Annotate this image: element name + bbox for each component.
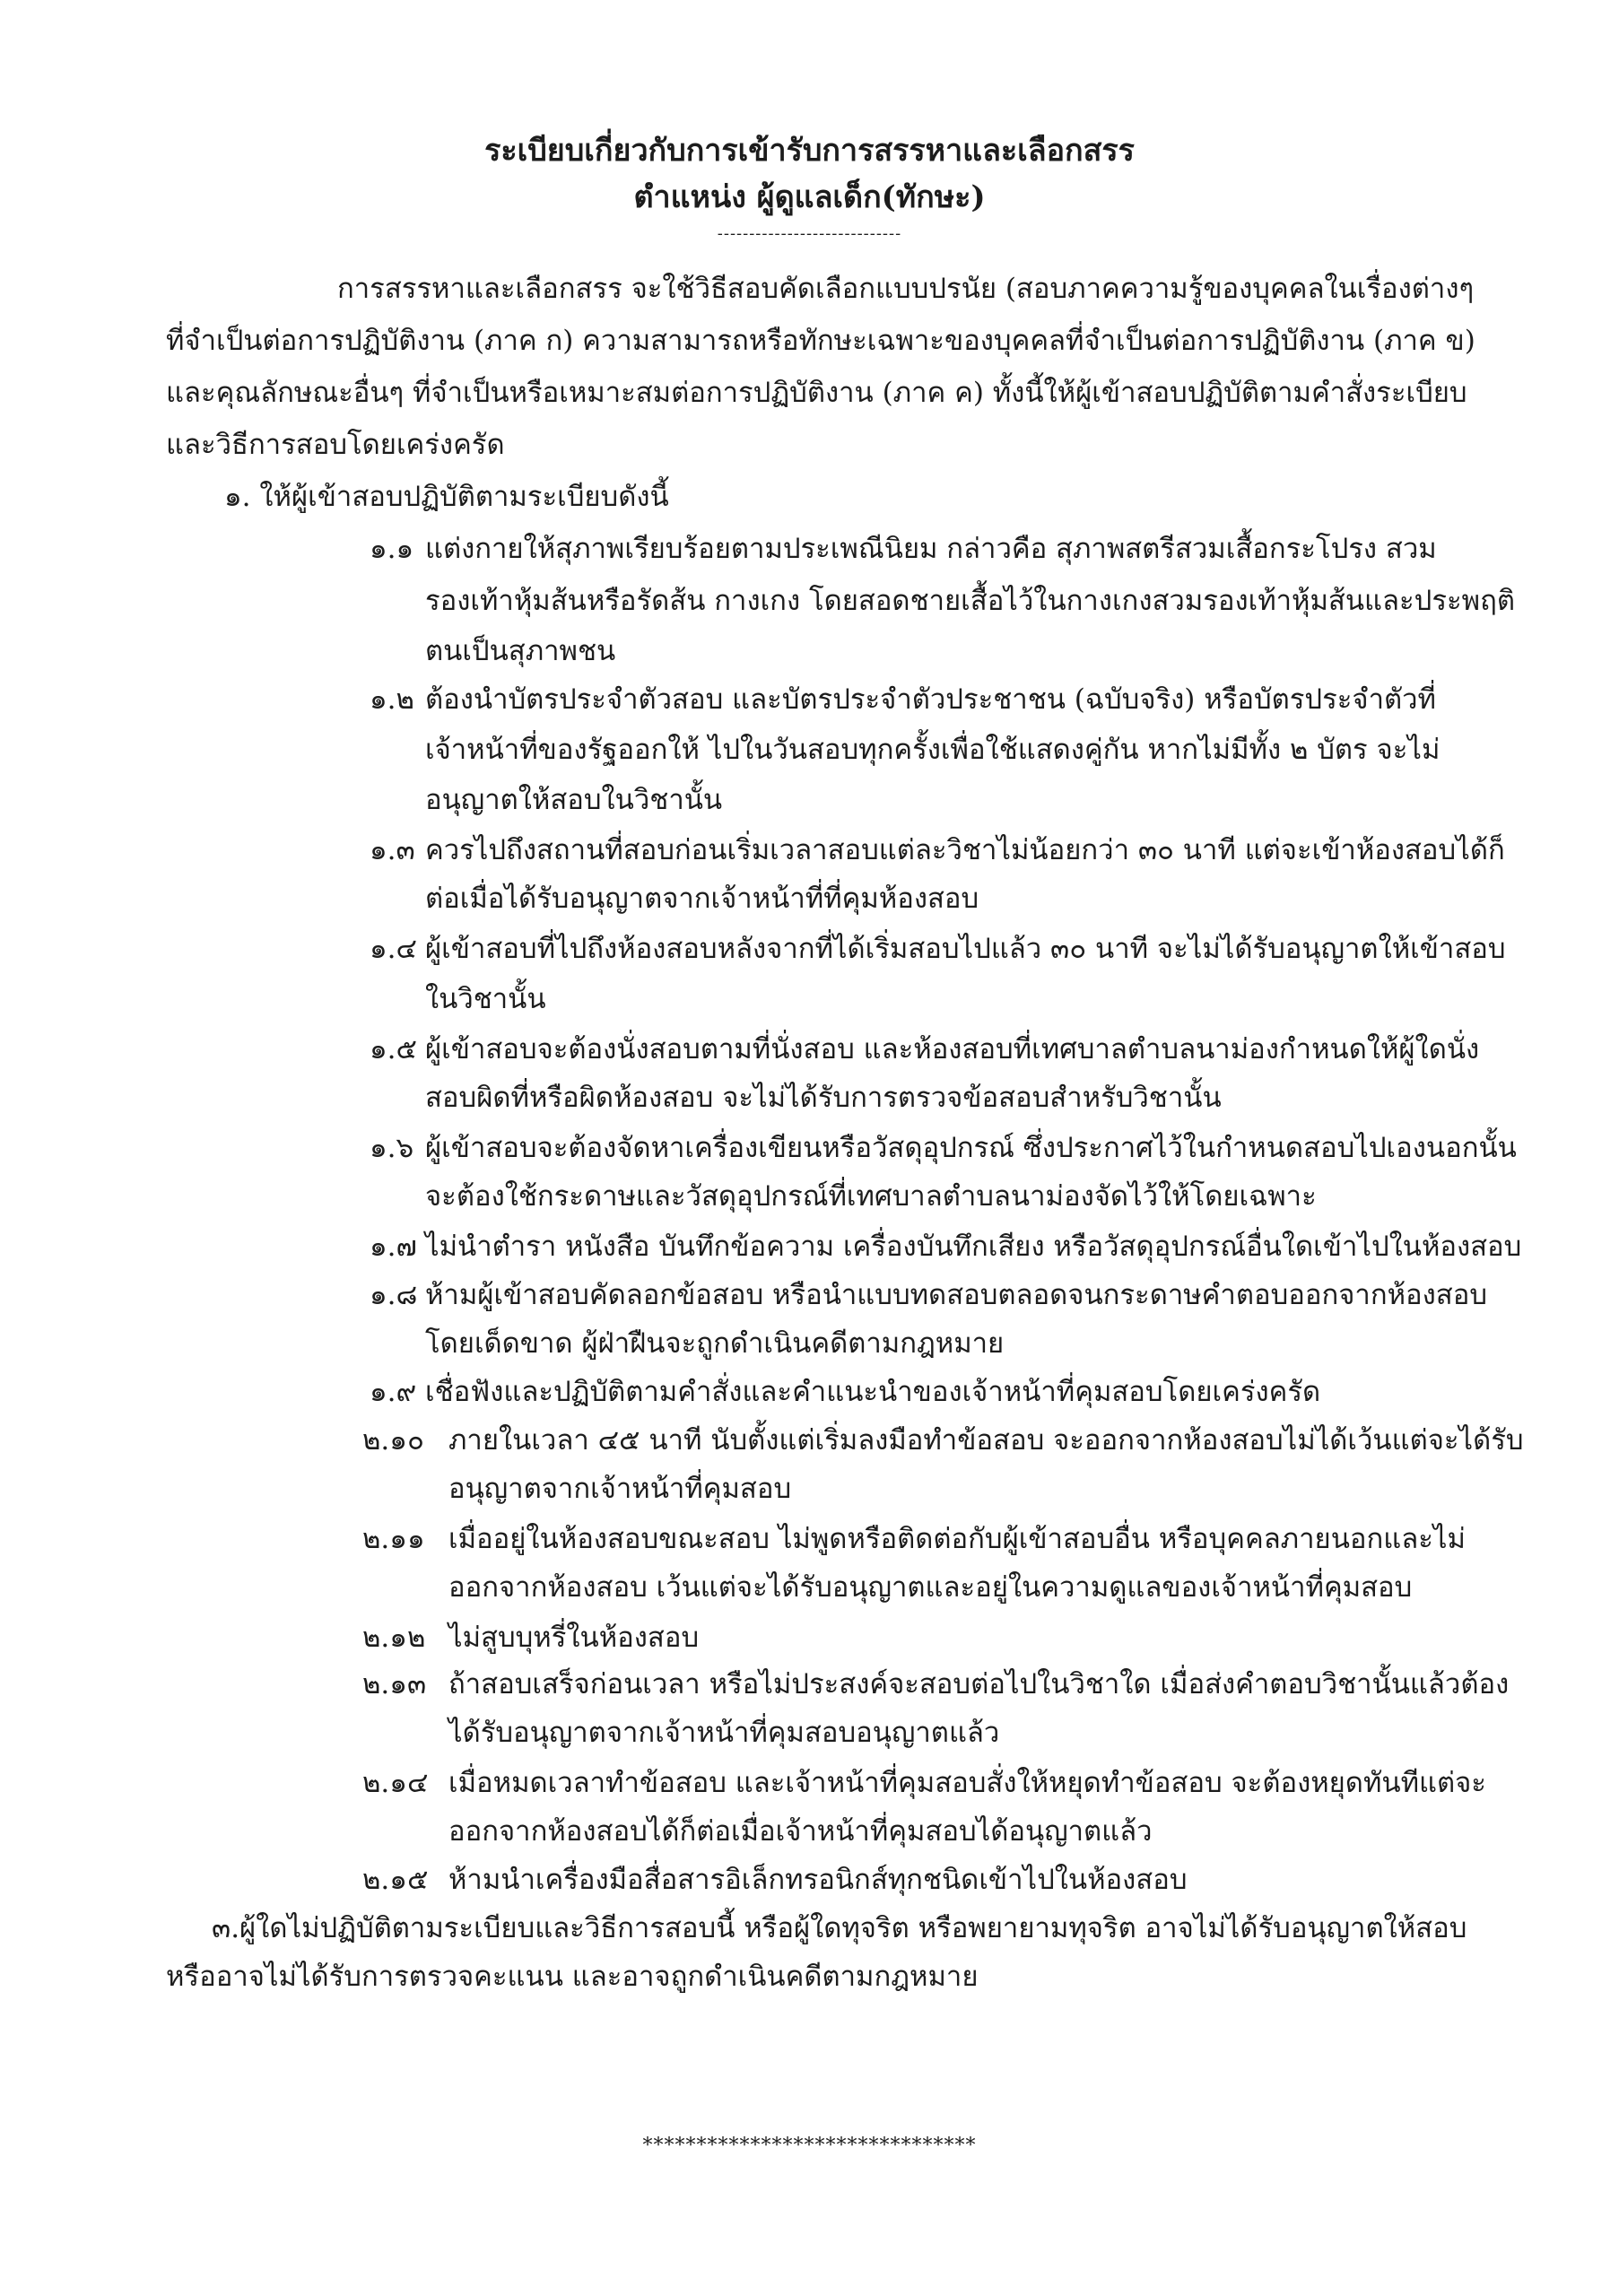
rule-text: แต่งกายให้สุภาพเรียบร้อยตามประเพณีนิยม กล่าวคือ สุภาพสตรีสวมเสื้อกระโปรง สวม (425, 533, 1437, 565)
intro-line: และคุณลักษณะอื่นๆ ที่จำเป็นหรือเหมาะสมต่อการปฏิบัติงาน (ภาค ค) ทั้งนี้ให้ผู้เข้าสอบปฏิบัติตามคำสั่งระเบียบ (166, 377, 1467, 409)
rule-text: ผู้เข้าสอบจะต้องจัดหาเครื่องเขียนหรือวัสดุอุปกรณ์ ซึ่งประกาศไว้ในกำหนดสอบไปเองนอกนั้น (425, 1132, 1517, 1164)
rule-text: เมื่อหมดเวลาทำข้อสอบ และเจ้าหน้าที่คุมสอบสั่งให้หยุดทำข้อสอบ จะต้องหยุดทันทีแต่จะ (448, 1767, 1486, 1799)
rule-text: ถ้าสอบเสร็จก่อนเวลา หรือไม่ประสงค์จะสอบต่อไปในวิชาใด เมื่อส่งคำตอบวิชานั้นแล้วต้อง (448, 1668, 1510, 1700)
rule-text: ควรไปถึงสถานที่สอบก่อนเริ่มเวลาสอบแต่ละวิชาไม่น้อยกว่า ๓๐ นาที แต่จะเข้าห้องสอบได้ก็ (425, 834, 1505, 866)
rule-text: อนุญาตให้สอบในวิชานั้น (425, 784, 723, 816)
rule-text: ภายในเวลา ๔๕ นาที นับตั้งแต่เริ่มลงมือทำข้อสอบ จะออกจากห้องสอบไม่ได้เว้นแต่จะได้รับ (448, 1424, 1524, 1457)
rule-text: ไม่นำตำรา หนังสือ บันทึกข้อความ เครื่องบันทึกเสียง หรือวัสดุอุปกรณ์อื่นใดเข้าไปในห้องสอบ (425, 1231, 1522, 1263)
section-3-line: หรืออาจไม่ได้รับการตรวจคะแนน และอาจถูกดำเนินคดีตามกฎหมาย (166, 1961, 979, 1993)
rule-text: ผู้เข้าสอบจะต้องนั่งสอบตามที่นั่งสอบ และห้องสอบที่เทศบาลตำบลนาม่องกำหนดให้ผู้ใดนั่ง (425, 1033, 1480, 1065)
rule-number: ๑.๔ (370, 933, 417, 965)
rule-text: โดยเด็ดขาด ผู้ฝ่าฝืนจะถูกดำเนินคดีตามกฎหมาย (425, 1327, 1005, 1360)
rule-text: ตนเป็นสุภาพชน (425, 635, 616, 667)
rule-number: ๒.๑๐ (362, 1424, 424, 1457)
rule-text: ต้องนำบัตรประจำตัวสอบ และบัตรประจำตัวประชาชน (ฉบับจริง) หรือบัตรประจำตัวที่ (425, 683, 1436, 716)
intro-line: การสรรหาและเลือกสรร จะใช้วิธีสอบคัดเลือกแบบปรนัย (สอบภาคความรู้ของบุคคลในเรื่องต่างๆ (337, 273, 1475, 305)
rule-text: สอบผิดที่หรือผิดห้องสอบ จะไม่ได้รับการตรวจข้อสอบสำหรับวิชานั้น (425, 1082, 1222, 1114)
rule-text: ห้ามผู้เข้าสอบคัดลอกข้อสอบ หรือนำแบบทดสอบตลอดจนกระดาษคำตอบออกจากห้องสอบ (425, 1279, 1488, 1311)
rule-number: ๑.๒ (370, 683, 414, 716)
rule-text: ออกจากห้องสอบ เว้นแต่จะได้รับอนุญาตและอยู่ในความดูแลของเจ้าหน้าที่คุมสอบ (448, 1571, 1413, 1604)
rule-text: ในวิชานั้น (425, 983, 546, 1015)
rule-number: ๑.๖ (370, 1132, 414, 1164)
top-divider: ----------------------------- (717, 224, 902, 243)
rule-number: ๒.๑๑ (362, 1523, 425, 1555)
rule-text: เชื่อฟังและปฏิบัติตามคำสั่งและคำแนะนำของเจ้าหน้าที่คุมสอบโดยเคร่งครัด (425, 1376, 1321, 1408)
rule-text: ไม่สูบบุหรี่ในห้องสอบ (448, 1622, 700, 1654)
rule-number: ๑.๙ (370, 1376, 417, 1408)
rule-number: ๒.๑๔ (362, 1767, 429, 1799)
rule-text: ต่อเมื่อได้รับอนุญาตจากเจ้าหน้าที่ที่คุมห้องสอบ (425, 883, 979, 915)
rule-number: ๑.๗ (370, 1231, 417, 1263)
rule-number: ๒.๑๒ (362, 1622, 426, 1654)
rule-text: อนุญาตจากเจ้าหน้าที่คุมสอบ (448, 1473, 792, 1505)
position-title: ตำแหน่ง ผู้ดูแลเด็ก(ทักษะ) (633, 179, 986, 215)
intro-line: และวิธีการสอบโดยเคร่งครัด (166, 429, 505, 461)
section-3-line: ๓.ผู้ใดไม่ปฏิบัติตามระเบียบและวิธีการสอบนี้ หรือผู้ใดทุจริต หรือพยายามทุจริต อาจไม่ได้รับอนุญาตให้สอบ (212, 1912, 1467, 1944)
rule-text: ได้รับอนุญาตจากเจ้าหน้าที่คุมสอบอนุญาตแล้ว (448, 1717, 1000, 1749)
bottom-divider: ******************************* (642, 2135, 977, 2157)
rule-text: เมื่ออยู่ในห้องสอบขณะสอบ ไม่พูดหรือติดต่อกับผู้เข้าสอบอื่น หรือบุคคลภายนอกและไม่ (448, 1523, 1466, 1555)
document-title: ระเบียบเกี่ยวกับการเข้ารับการสรรหาและเลือกสรร (484, 133, 1135, 169)
intro-line: ที่จำเป็นต่อการปฏิบัติงาน (ภาค ก) ความสามารถหรือทักษะเฉพาะของบุคคลที่จำเป็นต่อการปฏิบัติงาน (ภาค ข) (166, 325, 1475, 357)
rule-text: เจ้าหน้าที่ของรัฐออกให้ ไปในวันสอบทุกครั้งเพื่อใช้แสดงคู่กัน หากไม่มีทั้ง ๒ บัตร จะไม่ (425, 734, 1441, 766)
rule-number: ๒.๑๕ (362, 1864, 429, 1896)
rule-number: ๑.๕ (370, 1033, 417, 1065)
rule-number: ๑.๑ (370, 533, 414, 565)
rule-text: ออกจากห้องสอบได้ก็ต่อเมื่อเจ้าหน้าที่คุมสอบได้อนุญาตแล้ว (448, 1815, 1153, 1848)
rule-text: จะต้องใช้กระดาษและวัสดุอุปกรณ์ที่เทศบาลตำบลนาม่องจัดไว้ให้โดยเฉพาะ (425, 1180, 1317, 1213)
rule-number: ๑.๓ (370, 834, 415, 866)
rule-text: ห้ามนำเครื่องมือสื่อสารอิเล็กทรอนิกส์ทุกชนิดเข้าไปในห้องสอบ (448, 1864, 1188, 1896)
rule-number: ๑.๘ (370, 1279, 418, 1311)
rule-number: ๒.๑๓ (362, 1668, 427, 1700)
rule-text: ผู้เข้าสอบที่ไปถึงห้องสอบหลังจากที่ได้เริ่มสอบไปแล้ว ๓๐ นาที จะไม่ได้รับอนุญาตให้เข้าสอบ (425, 933, 1506, 965)
section-1-heading: ๑. ให้ผู้เข้าสอบปฏิบัติตามระเบียบดังนี้ (224, 481, 669, 513)
rule-text: รองเท้าหุ้มส้นหรือรัดส้น กางเกง โดยสอดชายเสื้อไว้ในกางเกงสวมรองเท้าหุ้มส้นและประพฤติ (425, 585, 1515, 617)
